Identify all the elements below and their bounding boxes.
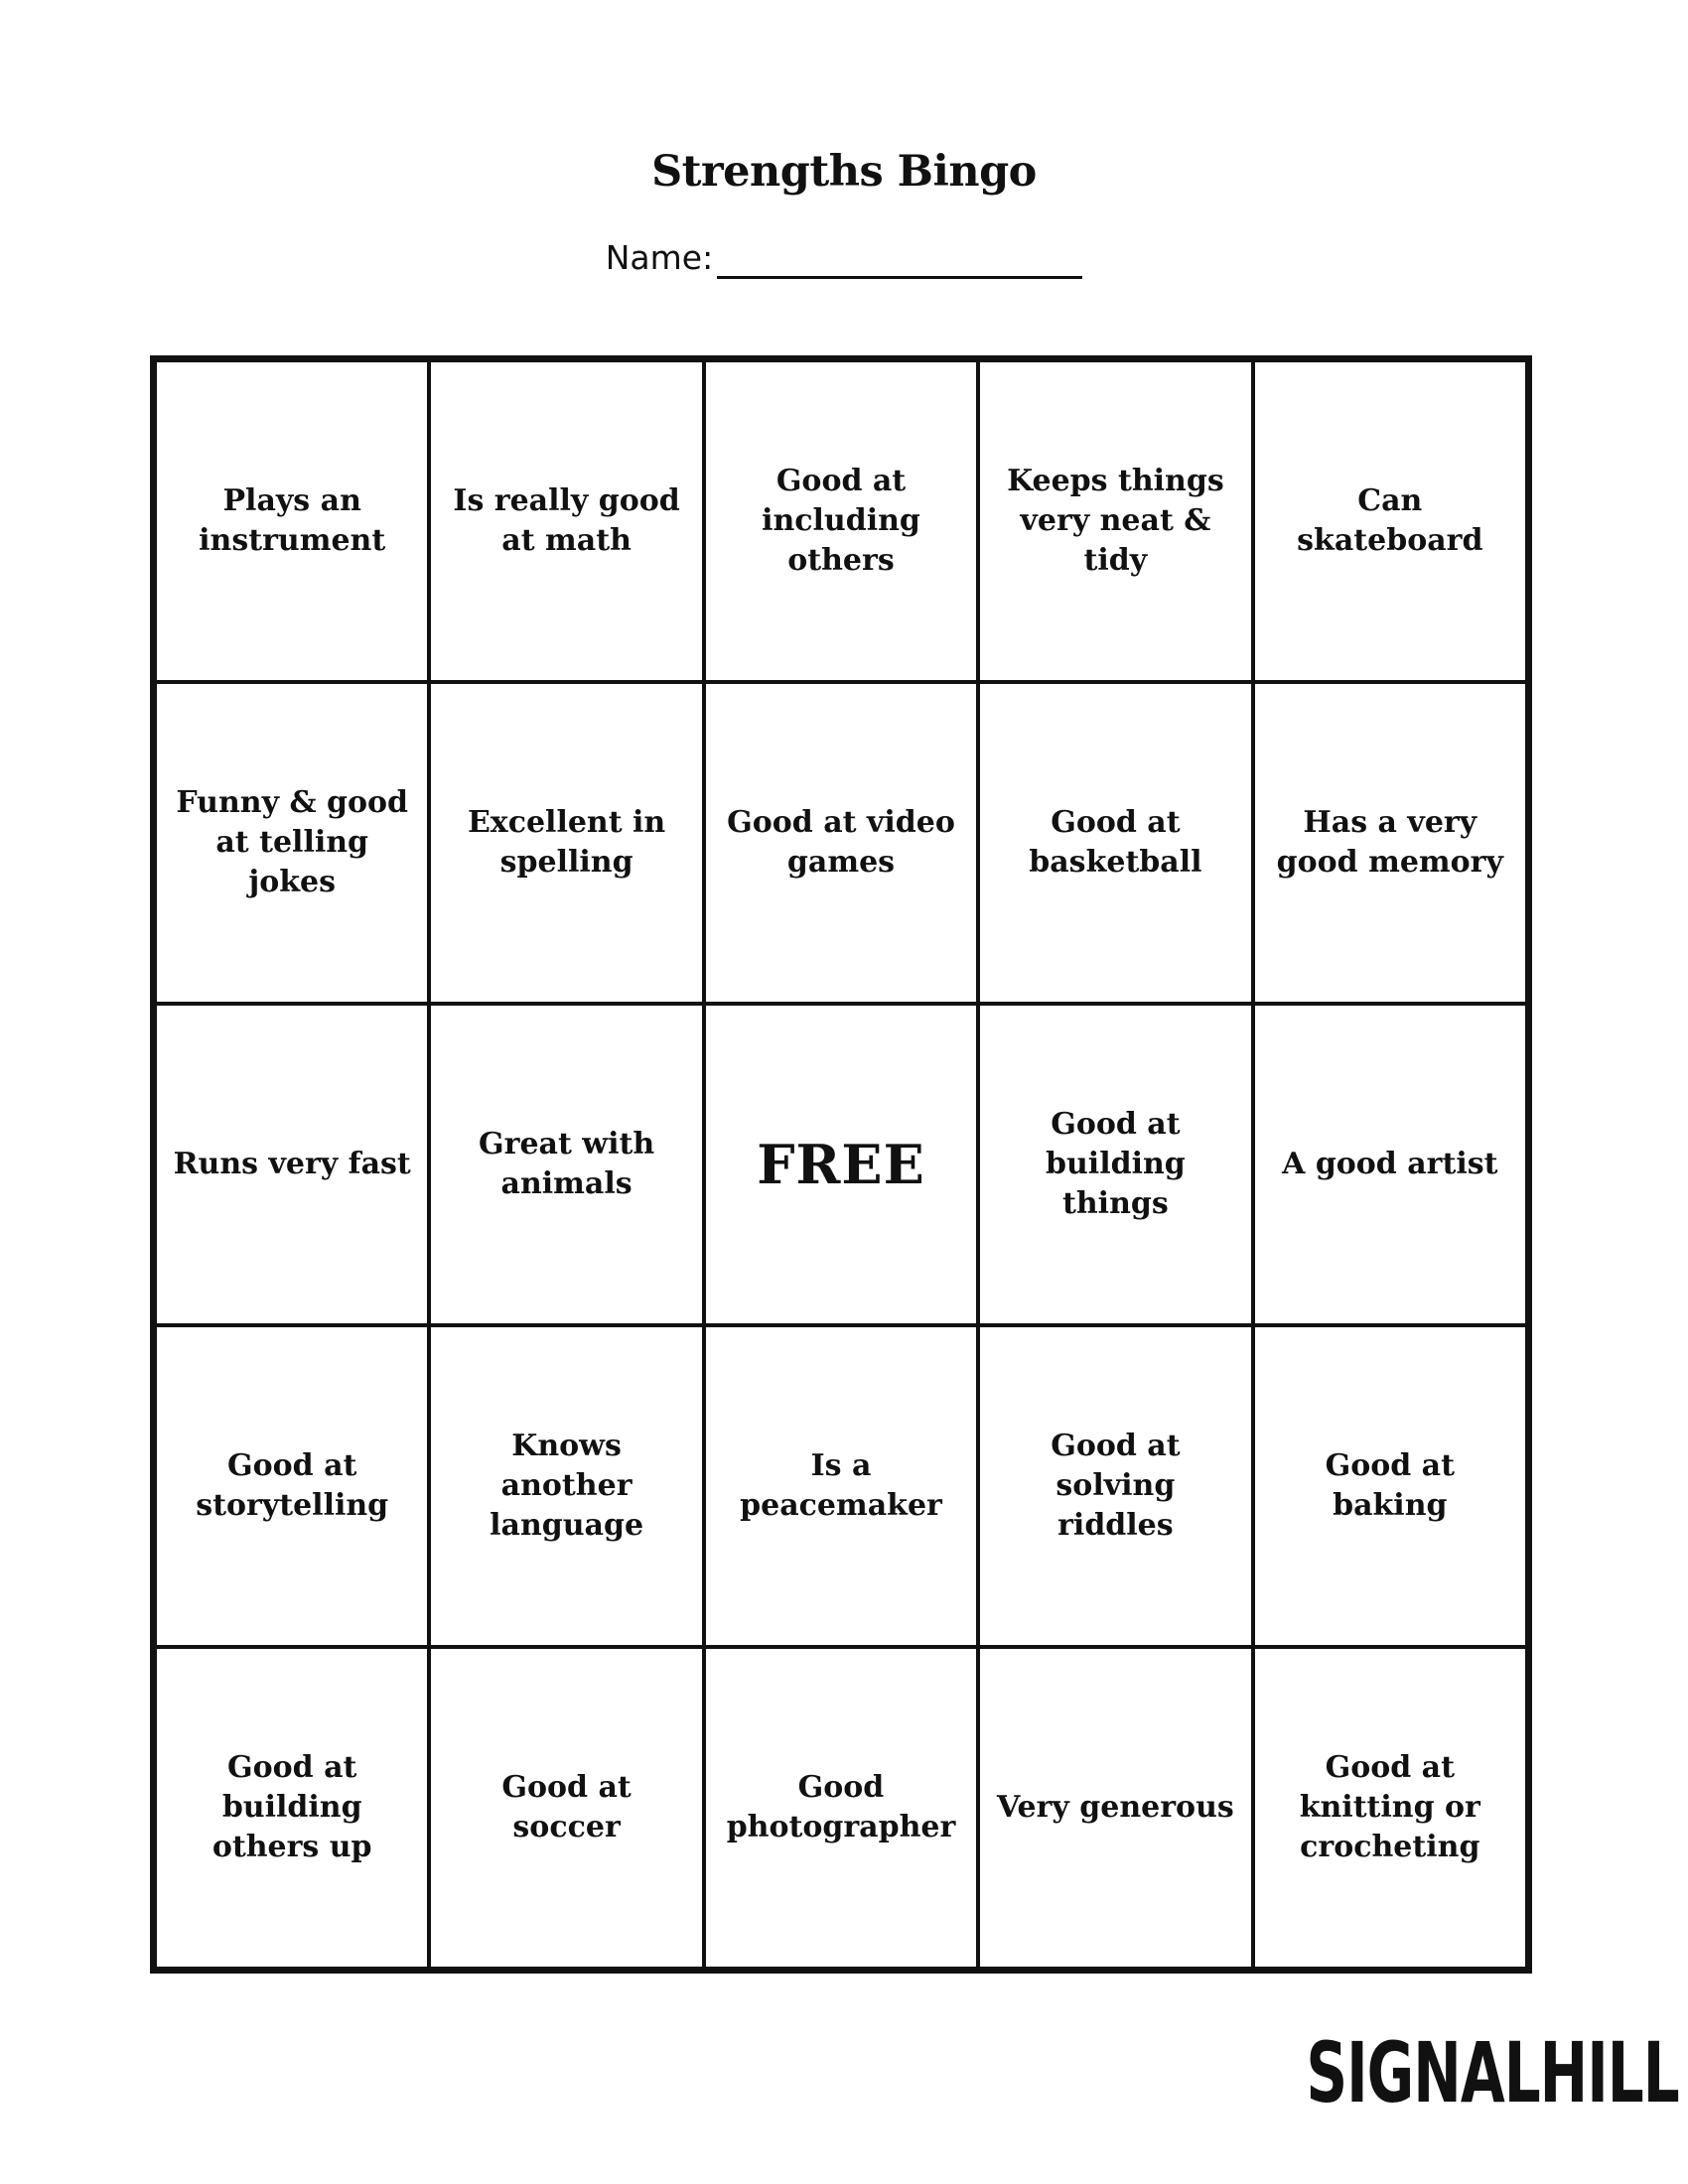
bingo-cell[interactable]: Excellent in spelling xyxy=(429,682,703,1004)
bingo-cell[interactable]: Very generous xyxy=(978,1647,1252,1969)
bingo-cell[interactable]: Can skateboard xyxy=(1253,360,1527,682)
bingo-cell[interactable]: Has a very good memory xyxy=(1253,682,1527,1004)
bingo-cell[interactable]: Great with animals xyxy=(429,1004,703,1325)
bingo-cell[interactable]: Plays an instrument xyxy=(155,360,429,682)
bingo-cell[interactable]: Good at including others xyxy=(704,360,978,682)
bingo-cell[interactable]: Keeps things very neat & tidy xyxy=(978,360,1252,682)
bingo-cell[interactable]: Runs very fast xyxy=(155,1004,429,1325)
bingo-cell[interactable]: A good artist xyxy=(1253,1004,1527,1325)
bingo-cell[interactable]: Good at building others up xyxy=(155,1647,429,1969)
bingo-cell[interactable]: Good at baking xyxy=(1253,1325,1527,1647)
page-title: Strengths Bingo xyxy=(651,147,1037,197)
bingo-cell[interactable]: Knows another language xyxy=(429,1325,703,1647)
bingo-cell[interactable]: Is a peacemaker xyxy=(704,1325,978,1647)
name-label: Name: xyxy=(605,238,714,277)
bingo-board xyxy=(150,355,1532,1974)
bingo-cell[interactable]: Good at video games xyxy=(704,682,978,1004)
bingo-free-space[interactable]: FREE xyxy=(704,1004,978,1325)
bingo-cell[interactable]: Good photographer xyxy=(704,1647,978,1969)
bingo-cell[interactable]: Funny & good at telling jokes xyxy=(155,682,429,1004)
name-field-row xyxy=(0,238,1688,278)
bingo-cell[interactable]: Good at storytelling xyxy=(155,1325,429,1647)
bingo-cell[interactable]: Good at soccer xyxy=(429,1647,703,1969)
name-blank-line[interactable] xyxy=(717,240,1082,279)
bingo-cell[interactable]: Good at solving riddles xyxy=(978,1325,1252,1647)
bingo-cell[interactable]: Is really good at math xyxy=(429,360,703,682)
bingo-cell[interactable]: Good at building things xyxy=(978,1004,1252,1325)
bingo-cell[interactable]: Good at knitting or crocheting xyxy=(1253,1647,1527,1969)
signalhill-logo: SIGNALHILL xyxy=(1306,2023,1679,2122)
bingo-cell[interactable]: Good at basketball xyxy=(978,682,1252,1004)
